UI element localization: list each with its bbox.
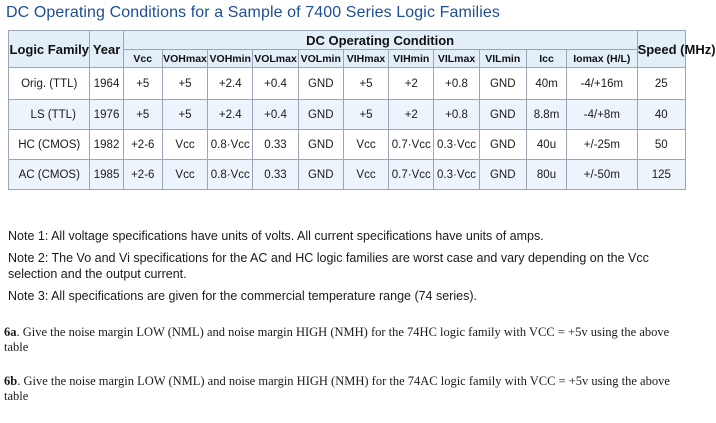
- cell-iomax: -4/+16m: [567, 68, 637, 100]
- cell-family: HC (CMOS): [9, 130, 90, 160]
- cell-vih-max: Vcc: [343, 130, 388, 160]
- cell-vih-min: +2: [389, 100, 434, 130]
- col-header-voh-max: VOHmax: [162, 50, 207, 68]
- note-2: Note 2: The Vo and Vi specifications for the AC and HC logic families are worst case and vary depending on the Vcc selection and the output current.: [8, 251, 649, 281]
- cell-icc: 80u: [526, 160, 566, 190]
- table-row: [9, 160, 686, 190]
- cell-vol-min: GND: [298, 160, 343, 190]
- cell-vol-min: GND: [298, 100, 343, 130]
- cell-vih-min: +2: [389, 68, 434, 100]
- col-header-logic-family: Logic Family: [9, 31, 90, 68]
- cell-iomax: +/-50m: [567, 160, 637, 190]
- col-header-vil-max: VILmax: [434, 50, 479, 68]
- cell-vol-min: GND: [298, 130, 343, 160]
- cell-vcc: +5: [123, 68, 162, 100]
- cell-vol-min: GND: [298, 68, 343, 100]
- col-header-iomax: Iomax (H/L): [567, 50, 637, 68]
- col-header-vil-min: VILmin: [479, 50, 526, 68]
- cell-vih-max: Vcc: [343, 160, 388, 190]
- cell-speed: 50: [637, 130, 685, 160]
- cell-speed: 125: [637, 160, 685, 190]
- question-label: 6a: [4, 325, 17, 339]
- cell-voh-min: +2.4: [208, 68, 253, 100]
- group-header-dc-condition: DC Operating Condition: [123, 31, 637, 50]
- cell-speed: 40: [637, 100, 685, 130]
- cell-voh-min: +2.4: [208, 100, 253, 130]
- question-6b: [4, 374, 688, 404]
- cell-voh-max: +5: [162, 68, 207, 100]
- cell-year: 1982: [90, 130, 123, 160]
- cell-vol-max: +0.4: [253, 100, 298, 130]
- cell-vih-max: +5: [343, 100, 388, 130]
- question-6a: [4, 325, 688, 355]
- cell-voh-min: 0.8·Vcc: [208, 130, 253, 160]
- cell-vil-max: 0.3·Vcc: [434, 130, 479, 160]
- page-title: DC Operating Conditions for a Sample of 7400 Series Logic Families: [6, 4, 500, 21]
- cell-iomax: -4/+8m: [567, 100, 637, 130]
- cell-vcc: +5: [123, 100, 162, 130]
- question-text: . Give the noise margin LOW (NML) and noise margin HIGH (NMH) for the 74AC logic family with VCC = +5v using the above table: [4, 374, 670, 403]
- col-header-voh-min: VOHmin: [208, 50, 253, 68]
- cell-icc: 40u: [526, 130, 566, 160]
- cell-voh-max: Vcc: [162, 130, 207, 160]
- cell-vil-min: GND: [479, 130, 526, 160]
- cell-family: LS (TTL): [9, 100, 90, 130]
- cell-vil-max: +0.8: [434, 100, 479, 130]
- cell-icc: 40m: [526, 68, 566, 100]
- table-row: [9, 68, 686, 100]
- cell-vih-min: 0.7·Vcc: [389, 160, 434, 190]
- cell-family: AC (CMOS): [9, 160, 90, 190]
- cell-vih-min: 0.7·Vcc: [389, 130, 434, 160]
- cell-vcc: +2-6: [123, 130, 162, 160]
- cell-voh-max: Vcc: [162, 160, 207, 190]
- col-header-vol-min: VOLmin: [298, 50, 343, 68]
- col-header-icc: Icc: [526, 50, 566, 68]
- table-row: [9, 130, 686, 160]
- col-header-vih-max: VIHmax: [343, 50, 388, 68]
- note-1: Note 1: All voltage specifications have units of volts. All current specifications have units of amps.: [8, 229, 544, 243]
- col-header-year: Year: [90, 31, 123, 68]
- question-label: 6b: [4, 374, 18, 388]
- cell-vih-max: +5: [343, 68, 388, 100]
- cell-vil-min: GND: [479, 160, 526, 190]
- cell-vol-max: 0.33: [253, 130, 298, 160]
- col-header-speed: Speed (MHz): [637, 31, 685, 68]
- cell-vil-min: GND: [479, 100, 526, 130]
- col-header-vcc: Vcc: [123, 50, 162, 68]
- cell-year: 1985: [90, 160, 123, 190]
- cell-family: Orig. (TTL): [9, 68, 90, 100]
- cell-vil-max: 0.3·Vcc: [434, 160, 479, 190]
- question-text: . Give the noise margin LOW (NML) and noise margin HIGH (NMH) for the 74HC logic family with VCC = +5v using the above table: [4, 325, 670, 354]
- dc-conditions-table: [8, 30, 716, 190]
- col-header-vih-min: VIHmin: [389, 50, 434, 68]
- cell-icc: 8.8m: [526, 100, 566, 130]
- cell-iomax: +/-25m: [567, 130, 637, 160]
- cell-vil-max: +0.8: [434, 68, 479, 100]
- cell-speed: 25: [637, 68, 685, 100]
- cell-voh-max: +5: [162, 100, 207, 130]
- notes-section: [8, 228, 688, 310]
- note-3: Note 3: All specifications are given for the commercial temperature range (74 series).: [8, 289, 477, 303]
- cell-vol-max: 0.33: [253, 160, 298, 190]
- cell-voh-min: 0.8·Vcc: [208, 160, 253, 190]
- col-header-vol-max: VOLmax: [253, 50, 298, 68]
- cell-vil-min: GND: [479, 68, 526, 100]
- cell-vcc: +2-6: [123, 160, 162, 190]
- cell-year: 1964: [90, 68, 123, 100]
- cell-year: 1976: [90, 100, 123, 130]
- table-row: [9, 100, 686, 130]
- cell-vol-max: +0.4: [253, 68, 298, 100]
